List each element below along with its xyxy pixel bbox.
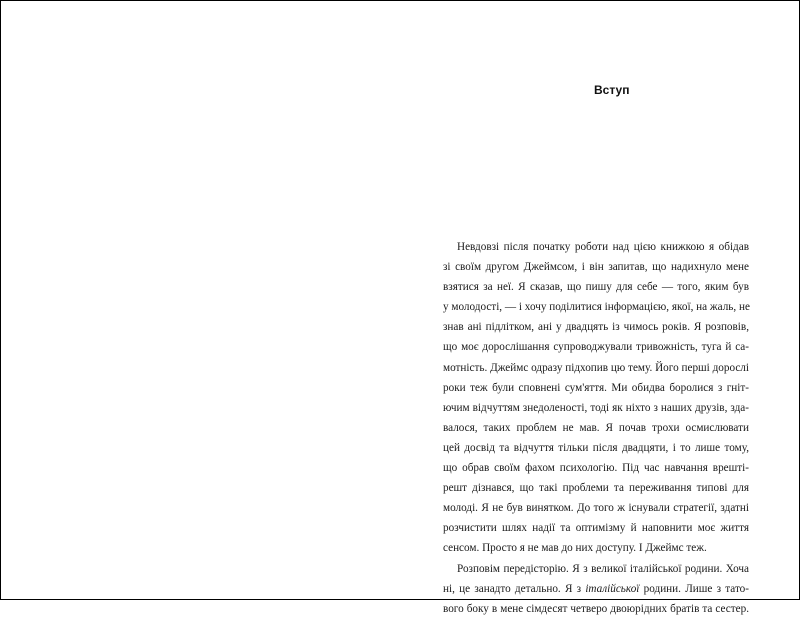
text-line: валося, таких проблем не мав. Я почав трохи осмислювати: [443, 421, 749, 434]
text-line: зі своїм другом Джеймсом, і він запитав, що надихнуло мене: [443, 261, 749, 274]
text-line: мотність. Джеймс одразу підхопив цю тему. Його перші дорослі: [443, 361, 749, 374]
body-text: [443, 237, 749, 619]
text-line: що моє дорослішання супроводжували тривожність, туга й са-: [443, 341, 749, 354]
text-line: взятися за неї. Я сказав, що пишу для себе — того, яким був: [443, 281, 749, 294]
text-line: у молодості, — і хочу поділитися інформацією, якої, на жаль, не: [443, 301, 750, 314]
text-line: цей досвід та відчуття тільки після двадцяти, і то лише тому,: [443, 441, 749, 454]
text-line: роки теж були сповнені сум'яття. Ми обидва боролися з гніт-: [443, 381, 749, 394]
chapter-title: Вступ: [594, 83, 630, 97]
text-segment: родини. Лише з тато-: [639, 582, 750, 595]
text-line: [443, 579, 749, 599]
text-line: вого боку в мене сімдесят четверо двоюрідних братів та сестер.: [443, 602, 749, 615]
text-line: молоді. Я не був винятком. До того ж існували стратегії, здатні: [443, 502, 749, 515]
text-line: решт дізнався, що такі проблеми та переживання типові для: [443, 482, 749, 495]
text-line: Розповім передісторію. Я з великої італійської родини. Хоча: [457, 562, 749, 575]
text-line: знав ані підлітком, ані у двадцять із чимось років. Я розповів,: [443, 321, 749, 334]
text-line: розчистити шлях надії та оптимізму й наповнити моє життя: [443, 522, 749, 535]
text-line: сенсом. Просто я не мав до них доступу. І Джеймс теж.: [443, 542, 707, 555]
text-line: що обрав своїм фахом психологію. Під час навчання врешті-: [443, 462, 749, 475]
text-line: Невдовзі після початку роботи над цією книжкою я обідав: [457, 241, 749, 253]
text-line: ючим відчуттям знедоленості, тоді як ніхто з наших друзів, зда-: [443, 401, 749, 414]
left-page: [1, 1, 400, 599]
emphasis-text: італійської: [585, 582, 640, 595]
text-segment: ні, це занадто детально. Я з: [443, 582, 586, 595]
